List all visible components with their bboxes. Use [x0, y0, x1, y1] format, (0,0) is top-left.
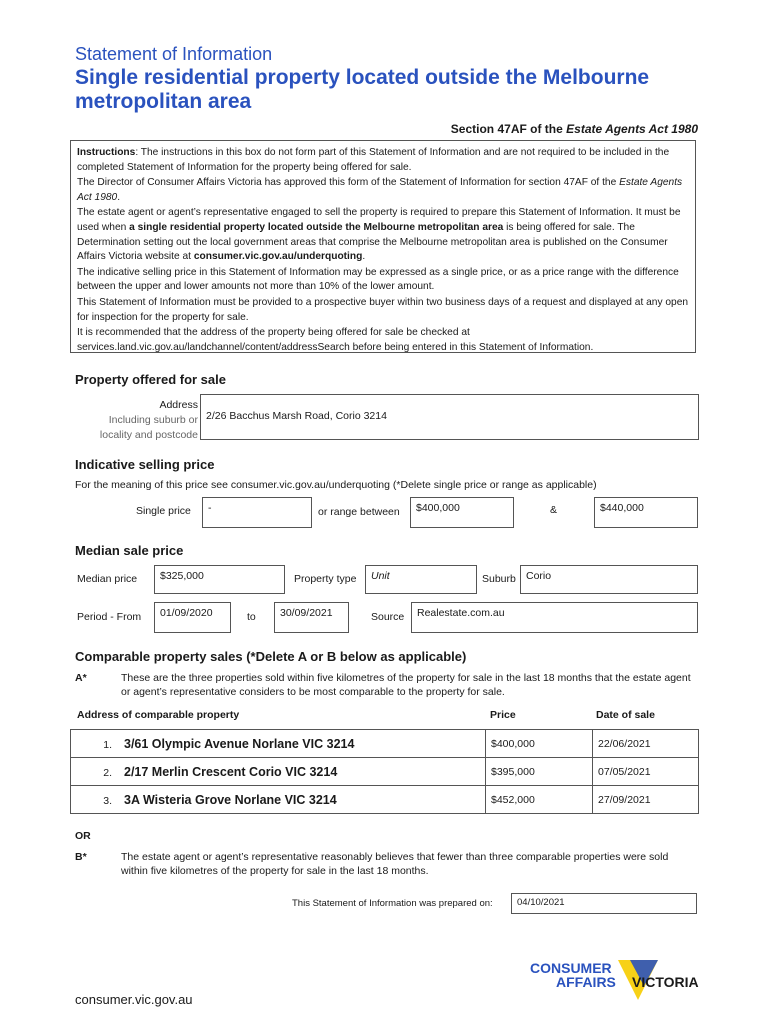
period-from-value: 01/09/2020 [160, 607, 213, 619]
instructions-text-1: : The instructions in this box do not form part of this Statement of Information and are not required to be included in the completed Statement of Information for the property being offered for sale. [77, 147, 670, 173]
instructions-para-1 [77, 146, 689, 175]
median-price-field[interactable] [154, 565, 285, 594]
form-subtitle: Statement of Information [75, 44, 273, 64]
logo-line3: VICTORIA [632, 974, 699, 990]
form-title: Single residential property located outside the Melbourne metropolitan area [75, 66, 650, 113]
comp-price-cell[interactable] [486, 786, 593, 814]
table-row [71, 758, 699, 786]
single-price-value: - [208, 502, 212, 514]
comp-price: $395,000 [491, 765, 535, 778]
comp-date: 27/09/2021 [598, 793, 651, 806]
comp-price: $400,000 [491, 737, 535, 750]
consumer-affairs-victoria-logo [530, 958, 705, 1008]
col-date-header: Date of sale [596, 709, 655, 721]
table-row [71, 786, 699, 814]
period-to-field[interactable] [274, 602, 349, 633]
comp-price-cell[interactable] [486, 758, 593, 786]
comp-price: $452,000 [491, 793, 535, 806]
comp-address-cell[interactable] [71, 786, 486, 814]
range-high-value: $440,000 [600, 502, 644, 514]
section-act: Estate Agents Act 1980 [566, 122, 698, 136]
comp-date-cell[interactable] [593, 758, 699, 786]
instructions-box [70, 140, 696, 353]
table-row [71, 730, 699, 758]
comp-address-cell[interactable] [71, 758, 486, 786]
comp-address: 2/17 Merlin Crescent Corio VIC 3214 [124, 764, 338, 779]
logo-line2: AFFAIRS [556, 974, 616, 990]
instructions-text-3-end: . [362, 251, 366, 263]
instructions-text-3a: The estate agent or agent’s representative engaged to sell the property is required to prepare this Statement of Information. It must be used when [77, 207, 681, 233]
period-to-label: to [247, 611, 256, 623]
median-price-label: Median price [77, 573, 138, 585]
period-from-field[interactable] [154, 602, 231, 633]
period-to-value: 30/09/2021 [280, 607, 333, 619]
comp-date-cell[interactable] [593, 786, 699, 814]
comparable-table [70, 729, 699, 814]
property-address-field[interactable] [200, 394, 699, 440]
suburb-value: Corio [526, 570, 552, 582]
range-ampersand: & [550, 504, 558, 516]
source-value: Realestate.com.au [417, 607, 505, 619]
row-number: 1. [103, 738, 112, 751]
logo-line1: CONSUMER [530, 960, 612, 976]
suburb-label: Suburb [482, 573, 516, 585]
instructions-para-5: This Statement of Information must be provided to a prospective buyer within two business days of a request and displayed at any open for inspection for the property for sale. [77, 296, 689, 323]
instructions-label: Instructions [77, 147, 136, 158]
comparable-heading: Comparable property sales (*Delete A or B below as applicable) [75, 649, 467, 664]
period-from-label: Period - From [77, 611, 142, 623]
instructions-para-6: It is recommended that the address of the property being offered for sale be checked at services.land.vic.gov.au/landchannel/content/addressSearch before being entered in this Statement of Information. [77, 327, 594, 353]
option-a-marker: A* [75, 672, 87, 684]
section-reference [451, 122, 698, 136]
suburb-field[interactable] [520, 565, 698, 594]
indicative-note: For the meaning of this price see consumer.vic.gov.au/underquoting (*Delete single price or range as applicable) [75, 479, 597, 491]
single-price-label: Single price [136, 505, 191, 517]
address-label-line1: Address [159, 399, 198, 411]
range-high-field[interactable] [594, 497, 698, 528]
comp-address: 3/61 Olympic Avenue Norlane VIC 3214 [124, 736, 355, 751]
property-type-value: Unit [371, 570, 390, 582]
instructions-para-3 [77, 206, 689, 264]
option-a-text: These are the three properties sold within five kilometres of the property for sale in the last 18 months that the estate agent or agent’s representative considers to be most comparable to the property for sale. [121, 672, 691, 698]
address-label-line2: Including suburb or [108, 414, 198, 426]
range-low-value: $400,000 [416, 502, 460, 514]
instructions-act: Estate Agents Act 1980 [77, 177, 683, 203]
option-b-text: The estate agent or agent’s representative reasonably believes that fewer than three comparable properties were sold within five kilometres of the property for sale in the last 18 months. [121, 851, 669, 877]
property-address-value: 2/26 Bacchus Marsh Road, Corio 3214 [206, 410, 387, 422]
median-price-value: $325,000 [160, 570, 204, 582]
instructions-para-2 [77, 176, 689, 205]
prepared-date-value: 04/10/2021 [517, 897, 565, 908]
comp-date-cell[interactable] [593, 730, 699, 758]
comp-price-cell[interactable] [486, 730, 593, 758]
col-price-header: Price [490, 709, 516, 721]
option-b-marker: B* [75, 851, 87, 863]
property-type-label: Property type [294, 573, 357, 585]
instructions-text-2: The Director of Consumer Affairs Victoria has approved this form of the Statement of Information for section 47AF of the [77, 177, 620, 189]
prepared-date-field[interactable] [511, 893, 697, 914]
instructions-text-2-end: . [117, 191, 121, 203]
comp-date: 22/06/2021 [598, 737, 651, 750]
footer-url[interactable]: consumer.vic.gov.au [75, 992, 193, 1007]
prepared-label: This Statement of Information was prepared on: [292, 898, 493, 909]
or-label: OR [75, 830, 91, 842]
underquoting-link[interactable]: consumer.vic.gov.au/underquoting [193, 251, 363, 263]
address-label-line3: locality and postcode [99, 429, 198, 441]
source-field[interactable] [411, 602, 698, 633]
single-price-field[interactable] [202, 497, 312, 528]
indicative-heading: Indicative selling price [75, 457, 215, 472]
instructions-text-3-bold: a single residential property located outside the Melbourne metropolitan area [129, 221, 504, 233]
range-label: or range between [318, 506, 400, 518]
col-address-header: Address of comparable property [77, 709, 240, 721]
comp-address-cell[interactable] [71, 730, 486, 758]
range-low-field[interactable] [410, 497, 514, 528]
section-prefix: Section 47AF of the [450, 122, 567, 136]
property-type-field[interactable] [365, 565, 477, 594]
comp-date: 07/05/2021 [598, 765, 651, 778]
comp-address: 3A Wisteria Grove Norlane VIC 3214 [124, 792, 337, 807]
median-heading: Median sale price [75, 543, 184, 558]
instructions-text-3b: is being offered for sale. The Determination setting out the local government areas that comprise the Melbourne metropolitan area is published on the Consumer Affairs Victoria website at [77, 221, 668, 263]
instructions-para-4: The indicative selling price in this Statement of Information may be expressed as a single price, or as a price range with the difference between the upper and lower amounts not more than 10% of the lower amount. [77, 266, 679, 293]
address-label [100, 398, 198, 443]
logo-svg [530, 958, 705, 1008]
source-label: Source [371, 611, 405, 623]
row-number: 3. [103, 794, 112, 807]
row-number: 2. [103, 766, 112, 779]
property-heading: Property offered for sale [75, 372, 226, 387]
